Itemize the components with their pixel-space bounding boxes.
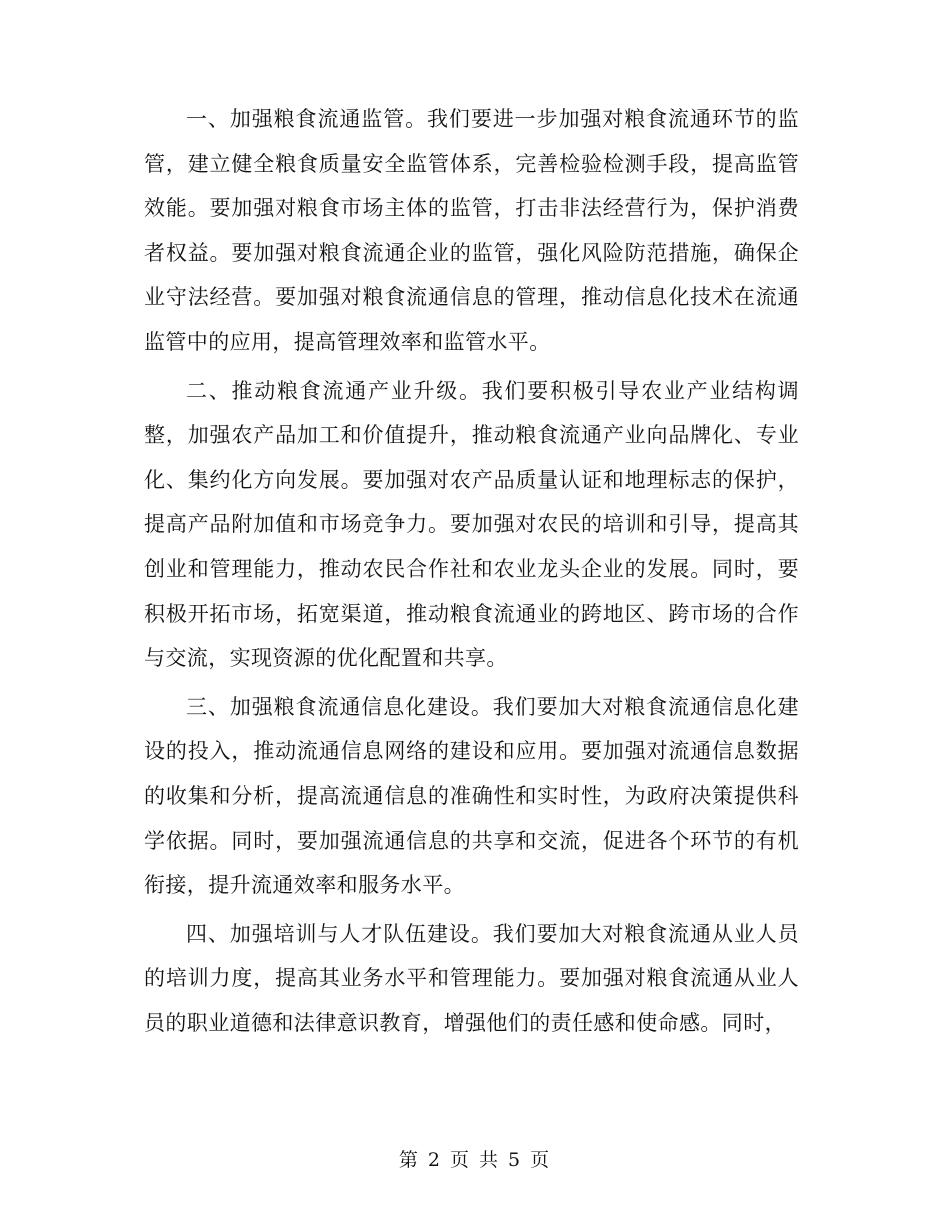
page-number-footer: 第 2 页 共 5 页	[398, 1149, 552, 1171]
document-body	[144, 97, 799, 1049]
paragraph-3: 三、加强粮食流通信息化建设。我们要加大对粮食流通信息化建设的投入，推动流通信息网络的建设和应用。要加强对流通信息数据的收集和分析，提高流通信息的准确性和实时性，为政府决策提供科学依据。同时，要加强流通信息的共享和交流，促进各个环节的有机衔接，提升流通效率和服务水平。	[144, 694, 799, 898]
paragraph-1: 一、加强粮食流通监管。我们要进一步加强对粮食流通环节的监管，建立健全粮食质量安全监管体系，完善检验检测手段，提高监管效能。要加强对粮食市场主体的监管，打击非法经营行为，保护消费者权益。要加强对粮食流通企业的监管，强化风险防范措施，确保企业守法经营。要加强对粮食流通信息的管理，推动信息化技术在流通监管中的应用，提高管理效率和监管水平。	[144, 107, 799, 354]
paragraph-2: 二、推动粮食流通产业升级。我们要积极引导农业产业结构调整，加强农产品加工和价值提升，推动粮食流通产业向品牌化、专业化、集约化方向发展。要加强对农产品质量认证和地理标志的保护，提高产品附加值和市场竞争力。要加强对农民的培训和引导，提高其创业和管理能力，推动农民合作社和农业龙头企业的发展。同时，要积极开拓市场，拓宽渠道，推动粮食流通业的跨地区、跨市场的合作与交流，实现资源的优化配置和共享。	[144, 378, 799, 671]
paragraph-4: 四、加强培训与人才队伍建设。我们要加大对粮食流通从业人员的培训力度，提高其业务水平和管理能力。要加强对粮食流通从业人员的职业道德和法律意识教育，增强他们的责任感和使命感。同时，	[144, 921, 799, 1035]
